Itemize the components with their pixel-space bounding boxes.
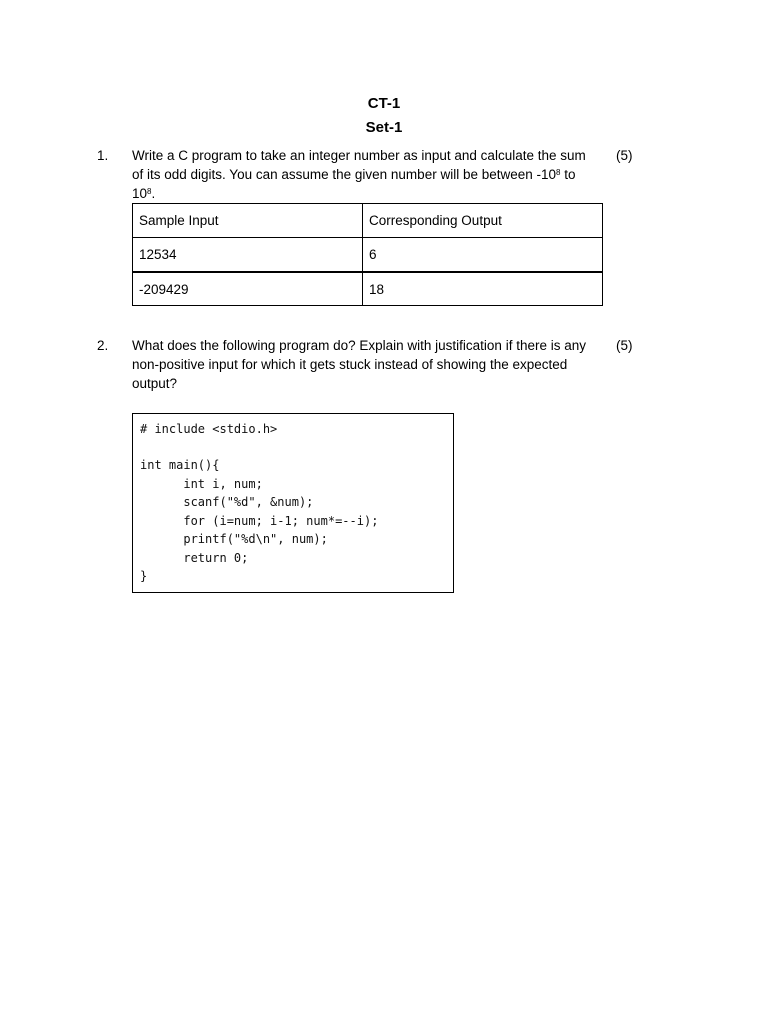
question-number: 1. <box>97 148 109 163</box>
table-header-cell: Corresponding Output <box>363 204 603 238</box>
question-text-line: non-positive input for which it gets stuck instead of showing the expected <box>132 357 568 372</box>
code-line: for (i=num; i-1; num*=--i); <box>140 514 379 528</box>
table-row <box>133 272 603 306</box>
question-text-line <box>132 165 602 184</box>
question-marks: (5) <box>616 148 633 163</box>
table-row <box>133 238 603 273</box>
question-text-fragment: of its odd digits. You can assume the given number will be between -10 <box>132 167 557 182</box>
document-title: CT-1 <box>367 95 401 112</box>
sample-io-table <box>132 203 603 306</box>
code-line: printf("%d\n", num); <box>140 532 328 546</box>
question-text <box>132 336 602 393</box>
table-cell: 18 <box>363 272 603 306</box>
question-text-line <box>132 184 602 203</box>
question-text-line: output? <box>132 376 178 391</box>
question-text-line: What does the following program do? Explain with justification if there is any <box>132 338 586 353</box>
code-block <box>132 413 454 593</box>
code-line: int main(){ <box>140 458 220 472</box>
question-text-fragment: . <box>151 186 156 201</box>
document-subtitle: Set-1 <box>365 119 403 136</box>
question-text-fragment: to <box>560 167 576 182</box>
code-line: int i, num; <box>140 477 263 491</box>
code-line: # include <stdio.h> <box>140 422 278 436</box>
question-text-line: Write a C program to take an integer number as input and calculate the sum <box>132 148 586 163</box>
code-line: } <box>140 569 148 583</box>
table-cell: 6 <box>363 238 603 273</box>
question-text <box>132 146 602 203</box>
question-marks: (5) <box>616 338 633 353</box>
question-text-fragment: 10 <box>132 186 148 201</box>
code-line: scanf("%d", &num); <box>140 495 314 509</box>
code-line: return 0; <box>140 551 249 565</box>
exponent: 8 <box>556 168 561 177</box>
table-header-row <box>133 204 603 238</box>
table-cell: 12534 <box>133 238 363 273</box>
exponent: 8 <box>147 187 152 196</box>
question-number: 2. <box>97 338 109 353</box>
table-cell: -209429 <box>133 272 363 306</box>
table-header-cell: Sample Input <box>133 204 363 238</box>
